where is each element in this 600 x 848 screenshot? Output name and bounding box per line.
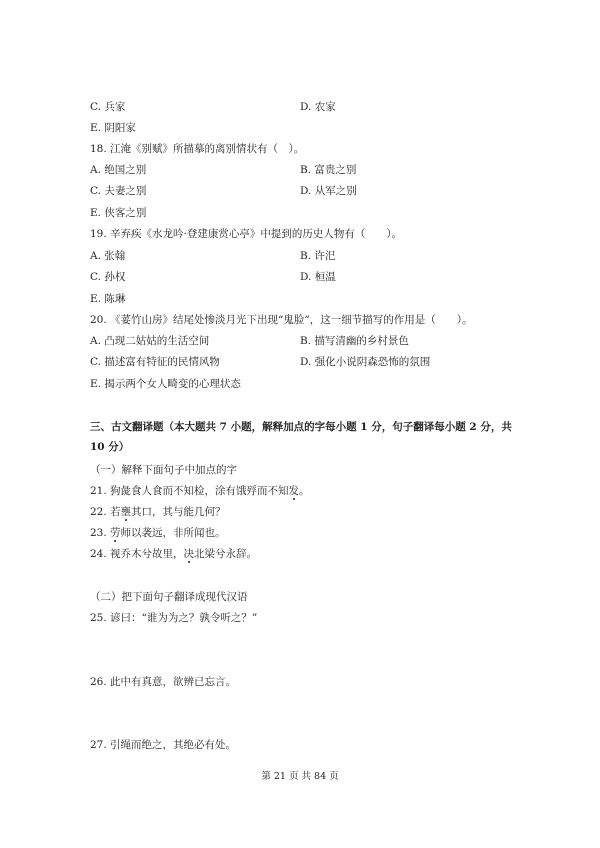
subsection-2-title: （二）把下面句子翻译成现代汉语 bbox=[90, 591, 248, 603]
q23 bbox=[90, 526, 226, 540]
q19-option-b: B. 许汜 bbox=[300, 250, 336, 262]
q19-stem: 19. 辛弃疾《水龙吟·登建康赏心亭》中提到的历史人物有（ ）。 bbox=[90, 228, 403, 240]
q18-option-e: E. 侠客之别 bbox=[90, 207, 147, 219]
q20-option-d: D. 强化小说阴森恐怖的氛围 bbox=[300, 356, 431, 368]
q21-text: 21. 狗彘食人食而不知检，涂有饿殍而不知 bbox=[90, 485, 289, 497]
q18-option-b: B. 富贵之别 bbox=[300, 164, 357, 176]
q17-option-d: D. 农家 bbox=[300, 101, 336, 113]
q22-dotted-char: 壅 bbox=[120, 506, 132, 518]
q24-dotted-char: 决 bbox=[183, 548, 195, 560]
q25: 25. 谚曰：“谁为为之？孰令听之？” bbox=[90, 612, 258, 624]
q22 bbox=[90, 505, 226, 519]
q18-option-d: D. 从军之别 bbox=[300, 185, 357, 197]
q24-text: 24. 视乔木兮故里， bbox=[90, 548, 184, 560]
section-heading-cont: 10 分） bbox=[90, 441, 130, 453]
q20-option-e: E. 揭示两个女人畸变的心理状态 bbox=[90, 378, 241, 390]
q23-dotted-char: 劳 bbox=[110, 527, 121, 539]
section-heading: 三、古文翻译题（本大题共 7 小题，解释加点的字每小题 1 分，句子翻译每小题 2 分，共 bbox=[90, 421, 512, 433]
subsection-1-title: （一）解释下面句子中加点的字 bbox=[90, 464, 237, 476]
q23-tail: 师以袭远，非所闻也。 bbox=[120, 527, 226, 539]
q22-tail: 其口，其与能几何？ bbox=[131, 506, 226, 518]
q20-option-c: C. 描述富有特征的民情风物 bbox=[90, 356, 220, 368]
page-number: 第 21 页 共 84 页 bbox=[261, 771, 339, 782]
q24-tail: 北梁兮永辞。 bbox=[194, 548, 258, 560]
q21-tail: 。 bbox=[299, 485, 310, 497]
q20-option-a: A. 凸现二姑姑的生活空间 bbox=[90, 335, 210, 347]
q19-option-a: A. 张翰 bbox=[90, 250, 126, 262]
q17-option-c: C. 兵家 bbox=[90, 101, 126, 113]
q20-option-b: B. 描写清幽的乡村景色 bbox=[300, 335, 409, 347]
q17-option-e: E. 阴阳家 bbox=[90, 122, 136, 134]
q18-option-c: C. 夫妻之别 bbox=[90, 185, 147, 197]
q24 bbox=[90, 547, 257, 561]
q19-option-d: D. 桓温 bbox=[300, 271, 336, 283]
q20-stem: 20. 《荽竹山房》结尾处惨淡月光下出现“鬼脸”，这一细节描写的作用是（ ）。 bbox=[90, 314, 473, 326]
q21-dotted-char: 发 bbox=[288, 485, 300, 497]
q18-stem: 18. 江淹《别赋》所描摹的离别情状有（ ）。 bbox=[90, 143, 305, 155]
q19-option-e: E. 陈琳 bbox=[90, 293, 126, 305]
q26: 26. 此中有真意，欲辨已忘言。 bbox=[90, 676, 237, 688]
q18-option-a: A. 绝国之别 bbox=[90, 164, 147, 176]
q23-text: 23. bbox=[90, 527, 111, 539]
q22-text: 22. 若 bbox=[90, 506, 121, 518]
q19-option-c: C. 孙权 bbox=[90, 271, 126, 283]
q21 bbox=[90, 484, 310, 498]
q27: 27. 引绳而绝之，其绝必有处。 bbox=[90, 739, 237, 751]
